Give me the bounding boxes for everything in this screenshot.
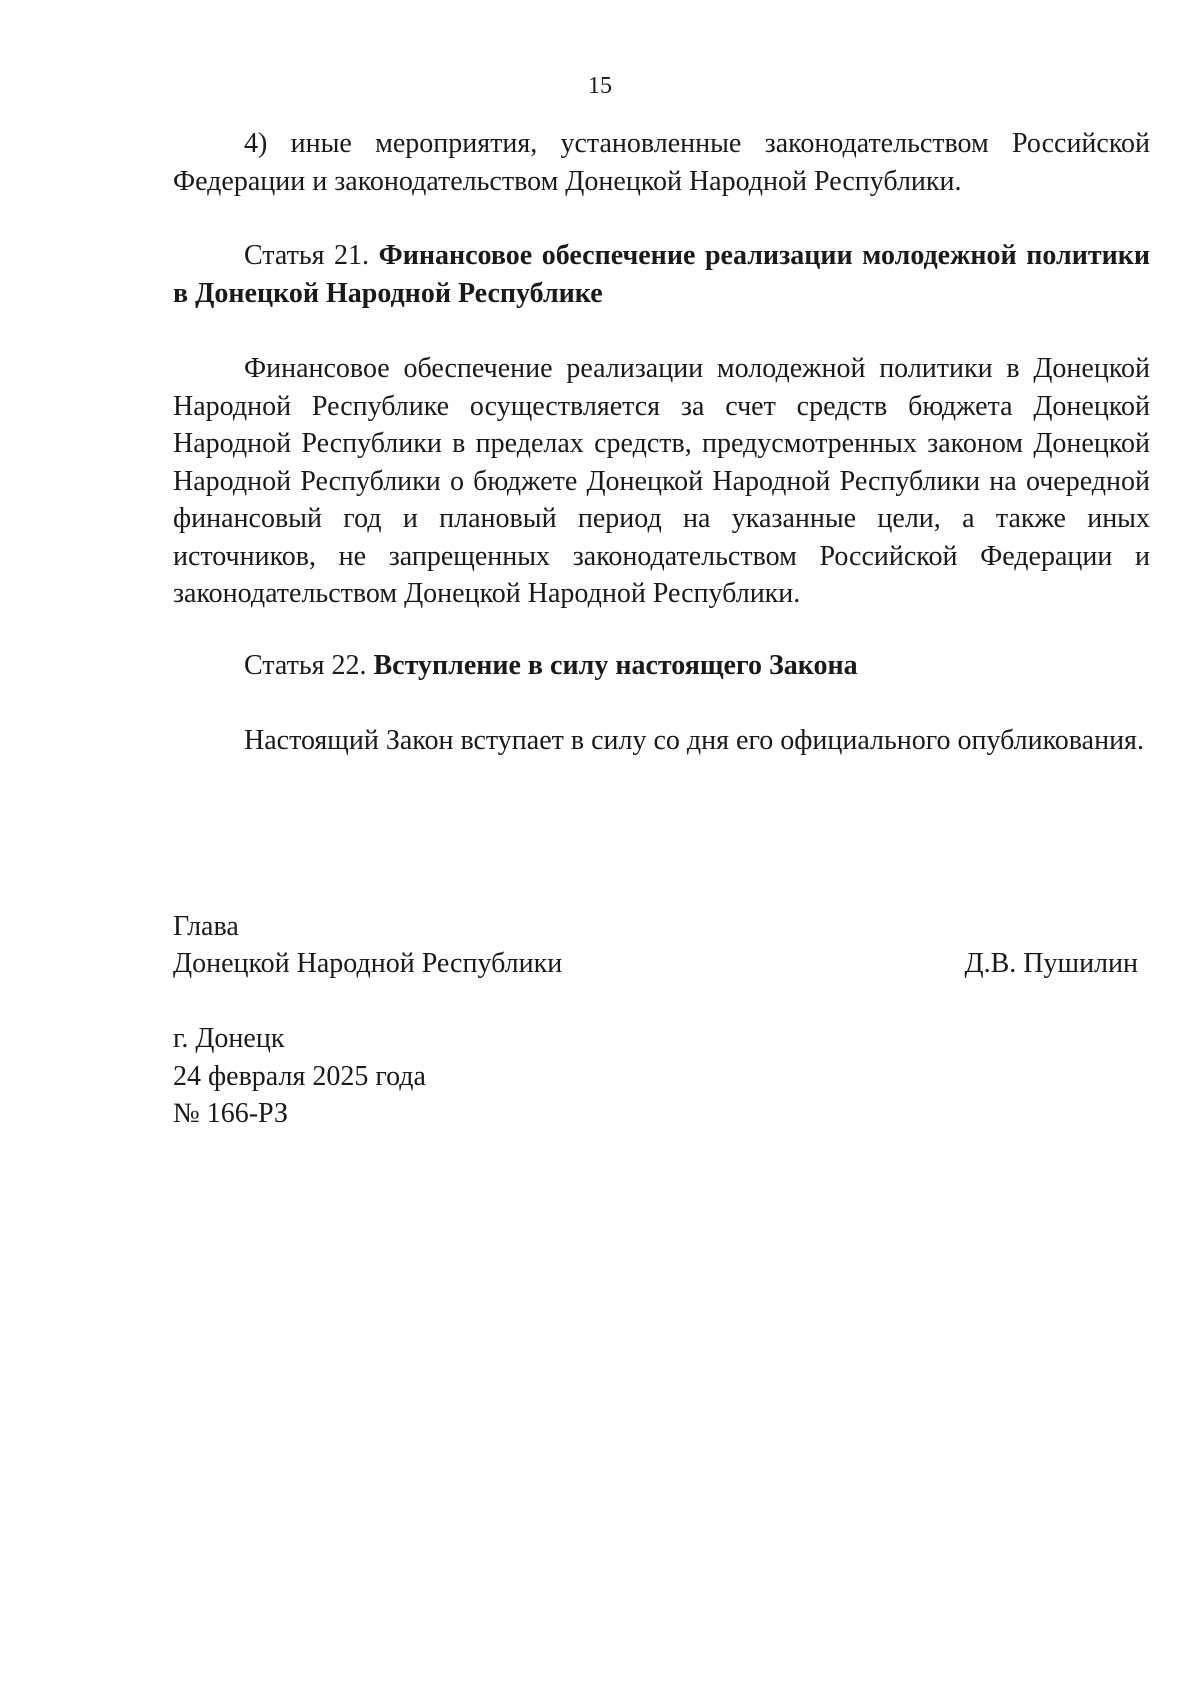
article-21-heading [173, 237, 1150, 312]
article-21-title: Финансовое обеспечение реализации молодежной политики в Донецкой Народной Республике [173, 240, 1151, 309]
signatory-position-line1: Глава [173, 911, 239, 942]
article-21-body: Финансовое обеспечение реализации молодежной политики в Донецкой Народной Республике осуществляется за счет средств бюджета Донецкой Народной Республики в пределах средств, предусмотренных законом Донецкой Народной Республики о бюджете Донецкой Народной Республики на очередной финансовый год и плановый период на указанные цели, а также иных источников, не запрещенных законодательством Российской Федерации и законодательством Донецкой Народной Республики. [173, 353, 1150, 609]
document-number: № 166-РЗ [173, 1098, 288, 1129]
document-date: 24 февраля 2025 года [173, 1060, 426, 1092]
document-meta [173, 1020, 426, 1133]
article-22-body: Настоящий Закон вступает в силу со дня его официального опубликования. [244, 725, 1144, 756]
signature-row [173, 945, 1138, 983]
item-4-paragraph: 4) иные мероприятия, установленные законодательством Российской Федерации и законодательством Донецкой Народной Республики. [173, 128, 1150, 197]
document-city: г. Донецк [173, 1023, 285, 1054]
page-number: 15 [588, 73, 612, 99]
article-22-title: Вступление в силу настоящего Закона [373, 650, 858, 681]
signatory-position-line2: Донецкой Народной Республики [173, 948, 563, 979]
article-22-heading [173, 647, 1150, 685]
article-21-label: Статья 21. [244, 240, 370, 271]
signatory-name: Д.В. Пушилин [964, 948, 1138, 979]
article-22-label: Статья 22. [244, 650, 367, 681]
